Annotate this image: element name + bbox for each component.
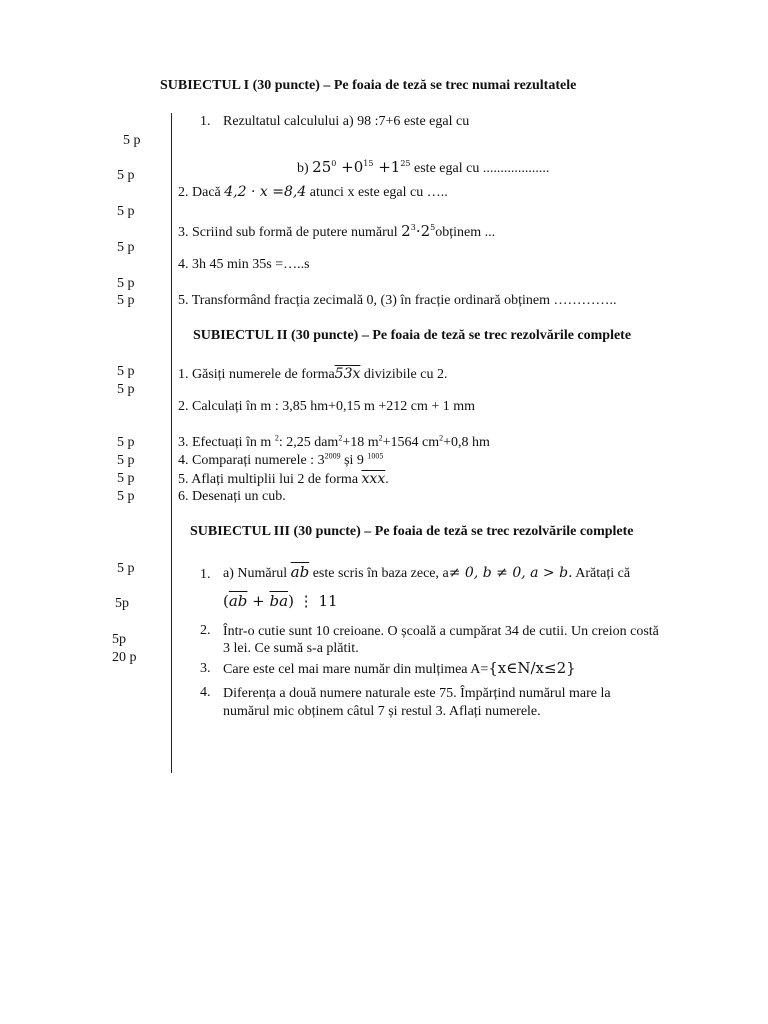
s3-q1-expression: $(\overline{ab} + \overline{ba})$ ⋮ 11	[223, 592, 338, 610]
points-label: 5 p	[117, 204, 135, 219]
points-label: 5 p	[117, 561, 135, 576]
s3-q1-number: 1.	[200, 567, 211, 582]
points-label: 5p	[115, 596, 129, 611]
s1-q1-text: Rezultatul calculului a) 98 :7+6 este egal cu	[223, 114, 470, 129]
points-label: 5 p	[117, 168, 135, 183]
s2-q6: 6. Desenați un cub.	[178, 489, 286, 504]
points-label: 5 p	[117, 382, 135, 397]
section-3-title: SUBIECTUL III (30 puncte) – Pe foaia de teză se trec rezolvările complete	[190, 524, 634, 539]
points-label: 5p	[112, 632, 126, 647]
points-label: 5 p	[117, 489, 135, 504]
points-label: 5 p	[117, 435, 135, 450]
s1-q3: 3. Scriind sub formă de putere numărul $2^3\cdot 2^5obținem$ ...	[178, 222, 496, 240]
points-label: 5 p	[117, 240, 135, 255]
points-label: 5 p	[117, 293, 135, 308]
s3-q4-number: 4.	[200, 685, 211, 700]
s3-q4-text: Diferența a două numere naturale este 75. Împărțind numărul mare la numărul mic obținem câtul 7 și restul 3. Aflați numerele.	[223, 686, 611, 719]
vertical-divider	[171, 113, 172, 773]
section-1-title: SUBIECTUL I (30 puncte) – Pe foaia de teză se trec numai rezultatele	[160, 78, 577, 93]
s1-q2: 2. Dacă 4,2 · x =8,4 atunci x este egal cu …..	[178, 184, 448, 200]
points-label: 5 p	[117, 364, 135, 379]
points-label: 5 p	[117, 276, 135, 291]
s1-q4: 4. 3h 45 min 35s =…..s	[178, 257, 310, 272]
section-2-title: SUBIECTUL II (30 puncte) – Pe foaia de teză se trec rezolvările complete	[193, 328, 632, 343]
s2-q4: 4. Comparați numerele : $3^{2009}$ și 9 $^{1005}$	[178, 451, 384, 468]
s1-q5: 5. Transformând fracția zecimală 0, (3) în fracție ordinară obținem …………..	[178, 293, 617, 308]
s3-q2-number: 2.	[200, 623, 211, 638]
points-label: 5 p	[123, 133, 141, 148]
points-label: 5 p	[117, 471, 135, 486]
s3-q3-text: Care este cel mai mare număr din mulțimea A={x∈N/x≤2}	[223, 659, 576, 677]
s3-q2-text: Într-o cutie sunt 10 creioane. O școală a cumpărat 34 de cutii. Un creion costă 3 lei. Ce sumă s-a plătit.	[223, 624, 659, 656]
s2-q5: 5. Aflați multiplii lui 2 de forma $\overline{xxx}$.	[178, 471, 389, 487]
s3-q1-line1: a) Numărul $\overline{ab}$ este scris în baza zece, a≠ 0, b ≠ 0, a > b. Arătați că	[223, 563, 631, 581]
s2-q1: 1. Găsiți numerele de forma53x divizibile cu 2.	[178, 366, 448, 382]
s1-q1b: b) $25^0 +0^{15} +1^{25}$ este egal cu ...................	[297, 158, 550, 176]
points-label: 20 p	[112, 650, 137, 665]
s2-q2: 2. Calculați în m : 3,85 hm+0,15 m +212 cm + 1 mm	[178, 399, 476, 414]
s2-q3: 3. Efectuați în m $^2$: 2,25 dam$^2$+18 $m^2+1564$ $cm^2+0,8$ hm	[178, 433, 490, 450]
s3-q3-number: 3.	[200, 661, 211, 676]
s1-q1-number: 1.	[200, 114, 211, 129]
points-label: 5 p	[117, 453, 135, 468]
